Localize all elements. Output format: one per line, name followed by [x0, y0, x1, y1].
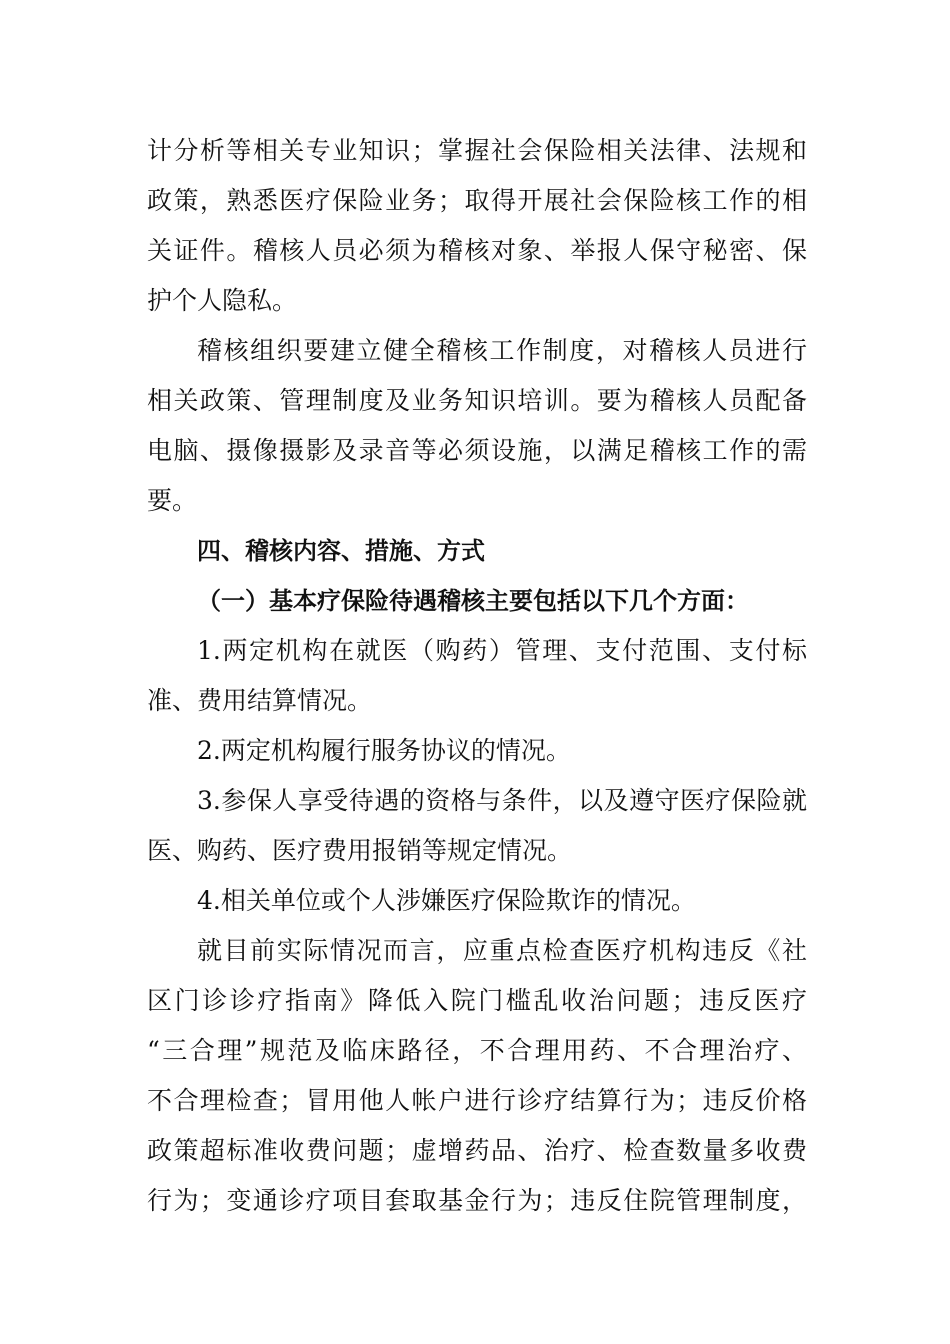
paragraph-2-line-4: 要。 — [147, 486, 198, 515]
item-4-line-1: 4.相关单位或个人涉嫌医疗保险欺诈的情况。 — [197, 886, 696, 915]
paragraph-3-line-5: 政策超标准收费问题；虚增药品、治疗、检查数量多收费 — [147, 1136, 807, 1165]
item-3-line-2: 医、购药、医疗费用报销等规定情况。 — [147, 836, 573, 865]
paragraph-1-line-2: 政策，熟悉医疗保险业务；取得开展社会保险核工作的相 — [147, 186, 807, 215]
paragraph-3-line-4: 不合理检查；冒用他人帐户进行诊疗结算行为；违反价格 — [147, 1086, 807, 1115]
paragraph-3-line-3: “三合理”规范及临床路径，不合理用药、不合理治疗、 — [147, 1036, 807, 1065]
item-3-line-1: 3.参保人享受待遇的资格与条件，以及遵守医疗保险就 — [197, 786, 807, 815]
paragraph-1-line-4: 护个人隐私。 — [147, 286, 298, 315]
paragraph-3-line-2: 区门诊诊疗指南》降低入院门槛乱收治问题；违反医疗 — [147, 986, 807, 1015]
paragraph-3-line-1: 就目前实际情况而言，应重点检查医疗机构违反《社 — [197, 936, 807, 965]
paragraph-3-line-6: 行为；变通诊疗项目套取基金行为；违反住院管理制度， — [147, 1186, 807, 1215]
paragraph-1-line-3: 关证件。稽核人员必须为稽核对象、举报人保守秘密、保 — [147, 236, 807, 265]
paragraph-2-line-3: 电脑、摄像摄影及录音等必须设施，以满足稽核工作的需 — [147, 436, 807, 465]
paragraph-2-line-1: 稽核组织要建立健全稽核工作制度，对稽核人员进行 — [197, 336, 807, 365]
paragraph-2-line-2: 相关政策、管理制度及业务知识培训。要为稽核人员配备 — [147, 386, 807, 415]
item-1-line-1: 1.两定机构在就医（购药）管理、支付范围、支付标 — [197, 636, 807, 665]
subsection-heading: （一）基本疗保险待遇稽核主要包括以下几个方面： — [197, 587, 749, 615]
item-2-line-1: 2.两定机构履行服务协议的情况。 — [197, 736, 571, 765]
item-1-line-2: 准、费用结算情况。 — [147, 686, 373, 715]
paragraph-1-line-1: 计分析等相关专业知识；掌握社会保险相关法律、法规和 — [147, 136, 807, 165]
section-heading: 四、稽核内容、措施、方式 — [197, 537, 485, 565]
